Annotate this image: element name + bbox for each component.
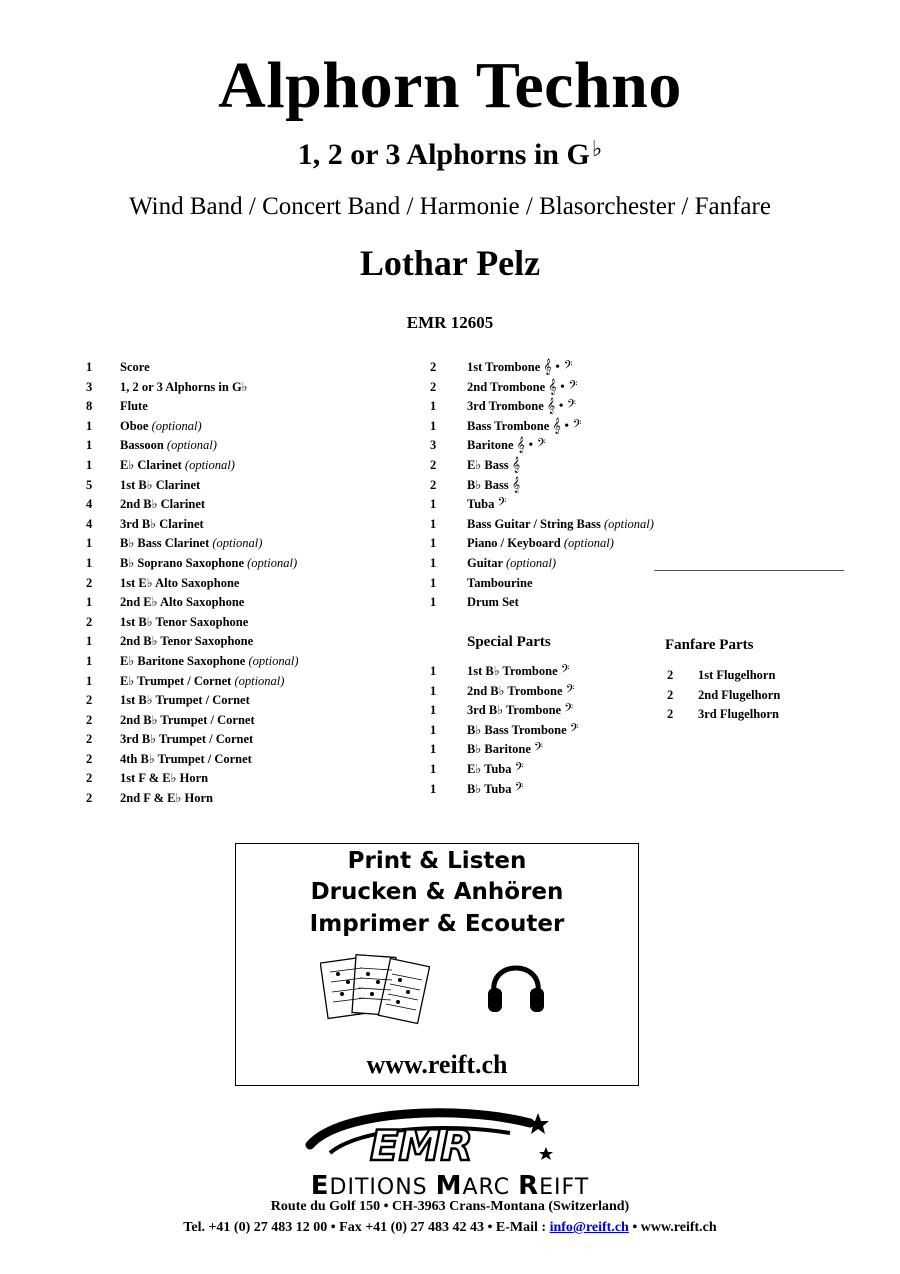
list-item: [86, 417, 416, 437]
list-item: [667, 705, 867, 725]
part-quantity: 2: [86, 791, 93, 806]
optional-note: (optional): [506, 555, 557, 570]
part-name-wrap: [120, 574, 239, 594]
part-name: 3rd B♭ Trumpet / Cornet: [120, 732, 254, 747]
part-name-wrap: [120, 593, 244, 613]
page-title: Alphorn Techno: [218, 49, 682, 122]
part-quantity: 2: [667, 687, 674, 702]
subtitle-text: 1, 2 or 3 Alphorns in G: [297, 138, 590, 171]
publisher-contact: [0, 1220, 900, 1236]
part-name-wrap: [467, 780, 524, 800]
list-item: [86, 652, 416, 672]
part-quantity: 2: [86, 732, 93, 747]
optional-note: (optional): [166, 438, 217, 453]
list-item: [86, 574, 416, 594]
optional-note: (optional): [248, 653, 299, 668]
part-name: 1, 2 or 3 Alphorns in G♭: [120, 379, 248, 394]
part-quantity: 2: [86, 771, 93, 786]
catalog-number: EMR 12605: [406, 313, 494, 332]
part-name-wrap: [120, 456, 235, 476]
list-item: [86, 691, 416, 711]
part-name-wrap: [120, 789, 213, 809]
special-parts-title: Special Parts: [467, 634, 551, 650]
part-quantity: 1: [430, 595, 437, 610]
part-name-wrap: [467, 456, 520, 476]
list-item: [430, 593, 730, 613]
part-name-wrap: [467, 682, 575, 702]
emr-logo: [300, 1105, 560, 1175]
part-name-wrap: [120, 515, 204, 535]
part-name: 1st E♭ Alto Saxophone: [120, 575, 240, 590]
part-name-wrap: [467, 760, 524, 780]
part-quantity: 1: [86, 555, 93, 570]
optional-note: (optional): [151, 418, 202, 433]
list-item: [86, 358, 416, 378]
clef-icon: 𝄞 • 𝄢: [552, 418, 582, 434]
list-item: [86, 789, 416, 809]
optional-note: (optional): [184, 457, 235, 472]
part-name-wrap: [467, 534, 614, 554]
publisher-part-1: DITIONS: [329, 1175, 436, 1200]
part-name-wrap: [120, 711, 255, 731]
list-item: [86, 769, 416, 789]
headphones-icon: [486, 952, 546, 1017]
part-name: Bass Trombone: [467, 418, 550, 433]
list-item: [430, 436, 730, 456]
part-quantity: 3: [430, 438, 437, 453]
clef-icon: 𝄞 • 𝄢: [516, 438, 546, 454]
clef-icon: 𝄞 • 𝄢: [548, 379, 578, 395]
part-quantity: 1: [430, 742, 437, 757]
part-quantity: 1: [430, 683, 437, 698]
clef-icon: 𝄞 • 𝄢: [543, 360, 573, 375]
list-item: [430, 534, 730, 554]
list-item: [86, 632, 416, 652]
part-name: Bass Guitar / String Bass: [467, 516, 601, 531]
part-name-wrap: [467, 358, 573, 378]
list-item: [86, 711, 416, 731]
part-quantity: 1: [86, 457, 93, 472]
optional-note: (optional): [234, 673, 285, 688]
part-quantity: 1: [430, 664, 437, 678]
part-name: 3rd Flugelhorn: [698, 707, 779, 722]
part-name: B♭ Soprano Saxophone: [120, 555, 244, 570]
part-name: Flute: [120, 399, 148, 414]
part-name-wrap: [120, 397, 148, 417]
part-quantity: 1: [86, 418, 93, 433]
fanfare-parts-list: [667, 666, 867, 725]
part-name: B♭ Bass Trombone: [467, 722, 567, 737]
list-item: [430, 476, 730, 496]
part-name: 2nd E♭ Alto Saxophone: [120, 595, 245, 610]
part-name-wrap: [467, 721, 579, 741]
clef-icon: 𝄢: [514, 781, 524, 797]
part-name-wrap: [120, 495, 205, 515]
clef-icon: 𝄢: [565, 683, 575, 699]
part-quantity: 1: [430, 418, 437, 433]
clef-icon: 𝄞 • 𝄢: [546, 399, 577, 415]
part-name: 1st Trombone: [467, 360, 541, 374]
part-quantity: 2: [86, 693, 93, 708]
part-name: E♭ Trumpet / Cornet: [120, 673, 232, 688]
list-item: [86, 593, 416, 613]
list-item: [430, 701, 650, 721]
part-name: 1st B♭ Trombone: [467, 664, 558, 678]
part-name: Tuba: [467, 497, 495, 512]
part-quantity: 1: [430, 575, 437, 590]
part-name: 1st B♭ Trumpet / Cornet: [120, 693, 250, 708]
clef-icon: 𝄢: [560, 664, 570, 679]
parts-list-left: [86, 358, 416, 809]
part-name: B♭ Baritone: [467, 742, 531, 757]
part-name-wrap: [467, 593, 519, 613]
part-quantity: 1: [430, 516, 437, 531]
list-item: [430, 780, 650, 800]
list-item: [86, 730, 416, 750]
part-name-wrap: [120, 378, 248, 398]
part-name-wrap: [467, 397, 576, 417]
list-item: [430, 378, 730, 398]
list-item: [86, 397, 416, 417]
part-name-wrap: [120, 632, 253, 652]
part-quantity: 8: [86, 399, 93, 414]
subtitle: [0, 138, 900, 172]
part-name: E♭ Baritone Saxophone: [120, 653, 246, 668]
composer-name: Lothar Pelz: [359, 243, 541, 283]
clef-icon: 𝄢: [569, 722, 579, 738]
divider-line: [654, 570, 844, 571]
part-name: 2nd B♭ Tenor Saxophone: [120, 634, 254, 649]
part-name: B♭ Bass: [467, 477, 509, 492]
part-name: 2nd B♭ Trombone: [467, 683, 563, 698]
part-quantity: 4: [86, 497, 93, 512]
part-quantity: 1: [86, 673, 93, 688]
part-name: E♭ Clarinet: [120, 457, 182, 472]
part-name-wrap: [120, 730, 253, 750]
part-quantity: 2: [430, 457, 437, 472]
part-name-wrap: [120, 652, 299, 672]
list-item: [430, 358, 730, 378]
part-name: 1st F & E♭ Horn: [120, 771, 209, 786]
clef-icon: 𝄢: [534, 742, 544, 758]
list-item: [430, 574, 730, 594]
part-quantity: 4: [86, 516, 93, 531]
promo-line-english: Print & Listen: [347, 848, 527, 874]
list-item: [430, 740, 650, 760]
part-quantity: 1: [86, 634, 93, 649]
part-name: 1st B♭ Clarinet: [120, 477, 201, 492]
part-name: Guitar: [467, 555, 503, 570]
part-name-wrap: [467, 378, 577, 398]
publisher-part-3: EIFT: [539, 1175, 590, 1200]
part-name: 3rd B♭ Trombone: [467, 703, 562, 718]
part-name-wrap: [467, 436, 546, 456]
part-name: Tambourine: [467, 575, 533, 590]
part-quantity: 1: [430, 399, 437, 414]
part-name-wrap: [467, 515, 654, 535]
part-name: 3rd Trombone: [467, 399, 544, 414]
flat-sign: ♭: [591, 136, 603, 161]
part-name: E♭ Tuba: [467, 761, 512, 776]
list-item: [430, 760, 650, 780]
part-name-wrap: [120, 436, 217, 456]
part-name-wrap: [120, 769, 208, 789]
promo-line-french: Imprimer & Ecouter: [309, 911, 565, 937]
list-item: [86, 554, 416, 574]
part-name-wrap: [120, 554, 297, 574]
part-name-wrap: [120, 476, 200, 496]
part-quantity: 2: [86, 575, 93, 590]
part-name: 2nd Flugelhorn: [698, 687, 781, 702]
part-name: B♭ Bass Clarinet: [120, 536, 210, 551]
part-name-wrap: [120, 750, 252, 770]
publisher-initial-e: E: [310, 1171, 330, 1201]
part-name-wrap: [120, 672, 284, 692]
optional-note: (optional): [563, 536, 614, 551]
part-quantity: 1: [86, 595, 93, 610]
list-item: [430, 682, 650, 702]
clef-icon: 𝄞: [511, 477, 521, 493]
part-name-wrap: [120, 691, 250, 711]
part-quantity: 2: [86, 751, 93, 766]
part-quantity: 3: [86, 379, 93, 394]
list-item: [430, 495, 730, 515]
part-quantity: 1: [86, 360, 93, 374]
list-item: [86, 495, 416, 515]
part-name: Oboe: [120, 418, 149, 433]
clef-icon: 𝄢: [497, 497, 507, 513]
parts-list-right: [430, 358, 730, 613]
list-item: [86, 672, 416, 692]
publisher-name: [0, 1171, 900, 1201]
part-quantity: 2: [86, 712, 93, 727]
publisher-part-2: ARC: [462, 1175, 519, 1200]
print-listen-box: [235, 843, 639, 1086]
list-item: [430, 662, 650, 682]
svg-text:EMR: EMR: [370, 1121, 473, 1170]
part-name-wrap: [120, 613, 248, 633]
optional-note: (optional): [247, 555, 298, 570]
part-name-wrap: [467, 574, 533, 594]
publisher-address: Route du Golf 150 • CH-3963 Crans-Montana (Switzerland): [270, 1199, 630, 1214]
part-name-wrap: [120, 534, 262, 554]
part-quantity: 1: [430, 555, 437, 570]
part-name-wrap: [698, 666, 775, 686]
part-quantity: 2: [86, 614, 93, 629]
promo-line-german: Drucken & Anhören: [310, 879, 564, 905]
list-item: [86, 613, 416, 633]
sheet-music-icon: [320, 952, 430, 1027]
part-name-wrap: [467, 495, 506, 515]
list-item: [430, 417, 730, 437]
part-name: Baritone: [467, 438, 514, 453]
part-name: 2nd F & E♭ Horn: [120, 791, 213, 806]
part-quantity: 1: [86, 536, 93, 551]
list-item: [430, 721, 650, 741]
part-name: E♭ Bass: [467, 457, 509, 472]
fanfare-parts-title: Fanfare Parts: [665, 637, 754, 653]
special-parts-list: [430, 662, 650, 799]
contact-phone-fax: Tel. +41 (0) 27 483 12 00 • Fax +41 (0) 27 483 42 43 • E-Mail :: [183, 1220, 550, 1235]
part-name-wrap: [467, 554, 556, 574]
part-name-wrap: [120, 358, 150, 378]
part-name-wrap: [467, 740, 543, 760]
part-name: Piano / Keyboard: [467, 536, 561, 551]
part-quantity: 1: [430, 703, 437, 718]
clef-icon: 𝄢: [564, 703, 574, 719]
part-quantity: 2: [430, 360, 437, 374]
list-item: [86, 515, 416, 535]
clef-icon: 𝄞: [511, 457, 521, 473]
part-quantity: 1: [86, 438, 93, 453]
list-item: [667, 686, 867, 706]
part-name-wrap: [120, 417, 202, 437]
promo-url: www.reift.ch: [366, 1050, 508, 1079]
list-item: [430, 397, 730, 417]
part-name: 1st Flugelhorn: [698, 668, 776, 682]
part-quantity: 2: [667, 707, 674, 722]
publisher-initial-m: M: [435, 1171, 463, 1201]
optional-note: (optional): [212, 536, 263, 551]
contact-website: • www.reift.ch: [628, 1220, 717, 1235]
list-item: [86, 456, 416, 476]
part-quantity: 1: [86, 653, 93, 668]
list-item: [86, 476, 416, 496]
part-name: 3rd B♭ Clarinet: [120, 516, 204, 531]
list-item: [86, 534, 416, 554]
part-quantity: 1: [430, 781, 437, 796]
part-name-wrap: [698, 686, 780, 706]
email-link[interactable]: info@reift.ch: [549, 1220, 629, 1235]
part-name-wrap: [698, 705, 779, 725]
publisher-initial-r: R: [518, 1171, 540, 1201]
part-name: 2nd B♭ Clarinet: [120, 497, 206, 512]
list-item: [86, 750, 416, 770]
part-name: 1st B♭ Tenor Saxophone: [120, 614, 249, 629]
ensemble-line: Wind Band / Concert Band / Harmonie / Blasorchester / Fanfare: [129, 193, 771, 220]
part-quantity: 1: [430, 536, 437, 551]
part-quantity: 1: [430, 497, 437, 512]
clef-icon: 𝄢: [514, 761, 524, 777]
part-name: 2nd Trombone: [467, 379, 546, 394]
part-name-wrap: [467, 701, 573, 721]
part-name-wrap: [467, 417, 582, 437]
part-name: 4th B♭ Trumpet / Cornet: [120, 751, 252, 766]
optional-note: (optional): [603, 516, 654, 531]
part-name-wrap: [467, 476, 520, 496]
list-item: [667, 666, 867, 686]
part-quantity: 1: [430, 722, 437, 737]
part-quantity: 1: [430, 761, 437, 776]
part-quantity: 2: [430, 379, 437, 394]
part-name-wrap: [467, 662, 570, 682]
part-quantity: 2: [430, 477, 437, 492]
list-item: [86, 436, 416, 456]
list-item: [430, 515, 730, 535]
list-item: [430, 456, 730, 476]
part-quantity: 5: [86, 477, 93, 492]
list-item: [86, 378, 416, 398]
part-name: 2nd B♭ Trumpet / Cornet: [120, 712, 255, 727]
part-name: Bassoon: [120, 438, 164, 453]
part-name: B♭ Tuba: [467, 781, 512, 796]
part-quantity: 2: [667, 668, 674, 682]
part-name: Score: [120, 360, 150, 374]
part-name: Drum Set: [467, 595, 519, 610]
